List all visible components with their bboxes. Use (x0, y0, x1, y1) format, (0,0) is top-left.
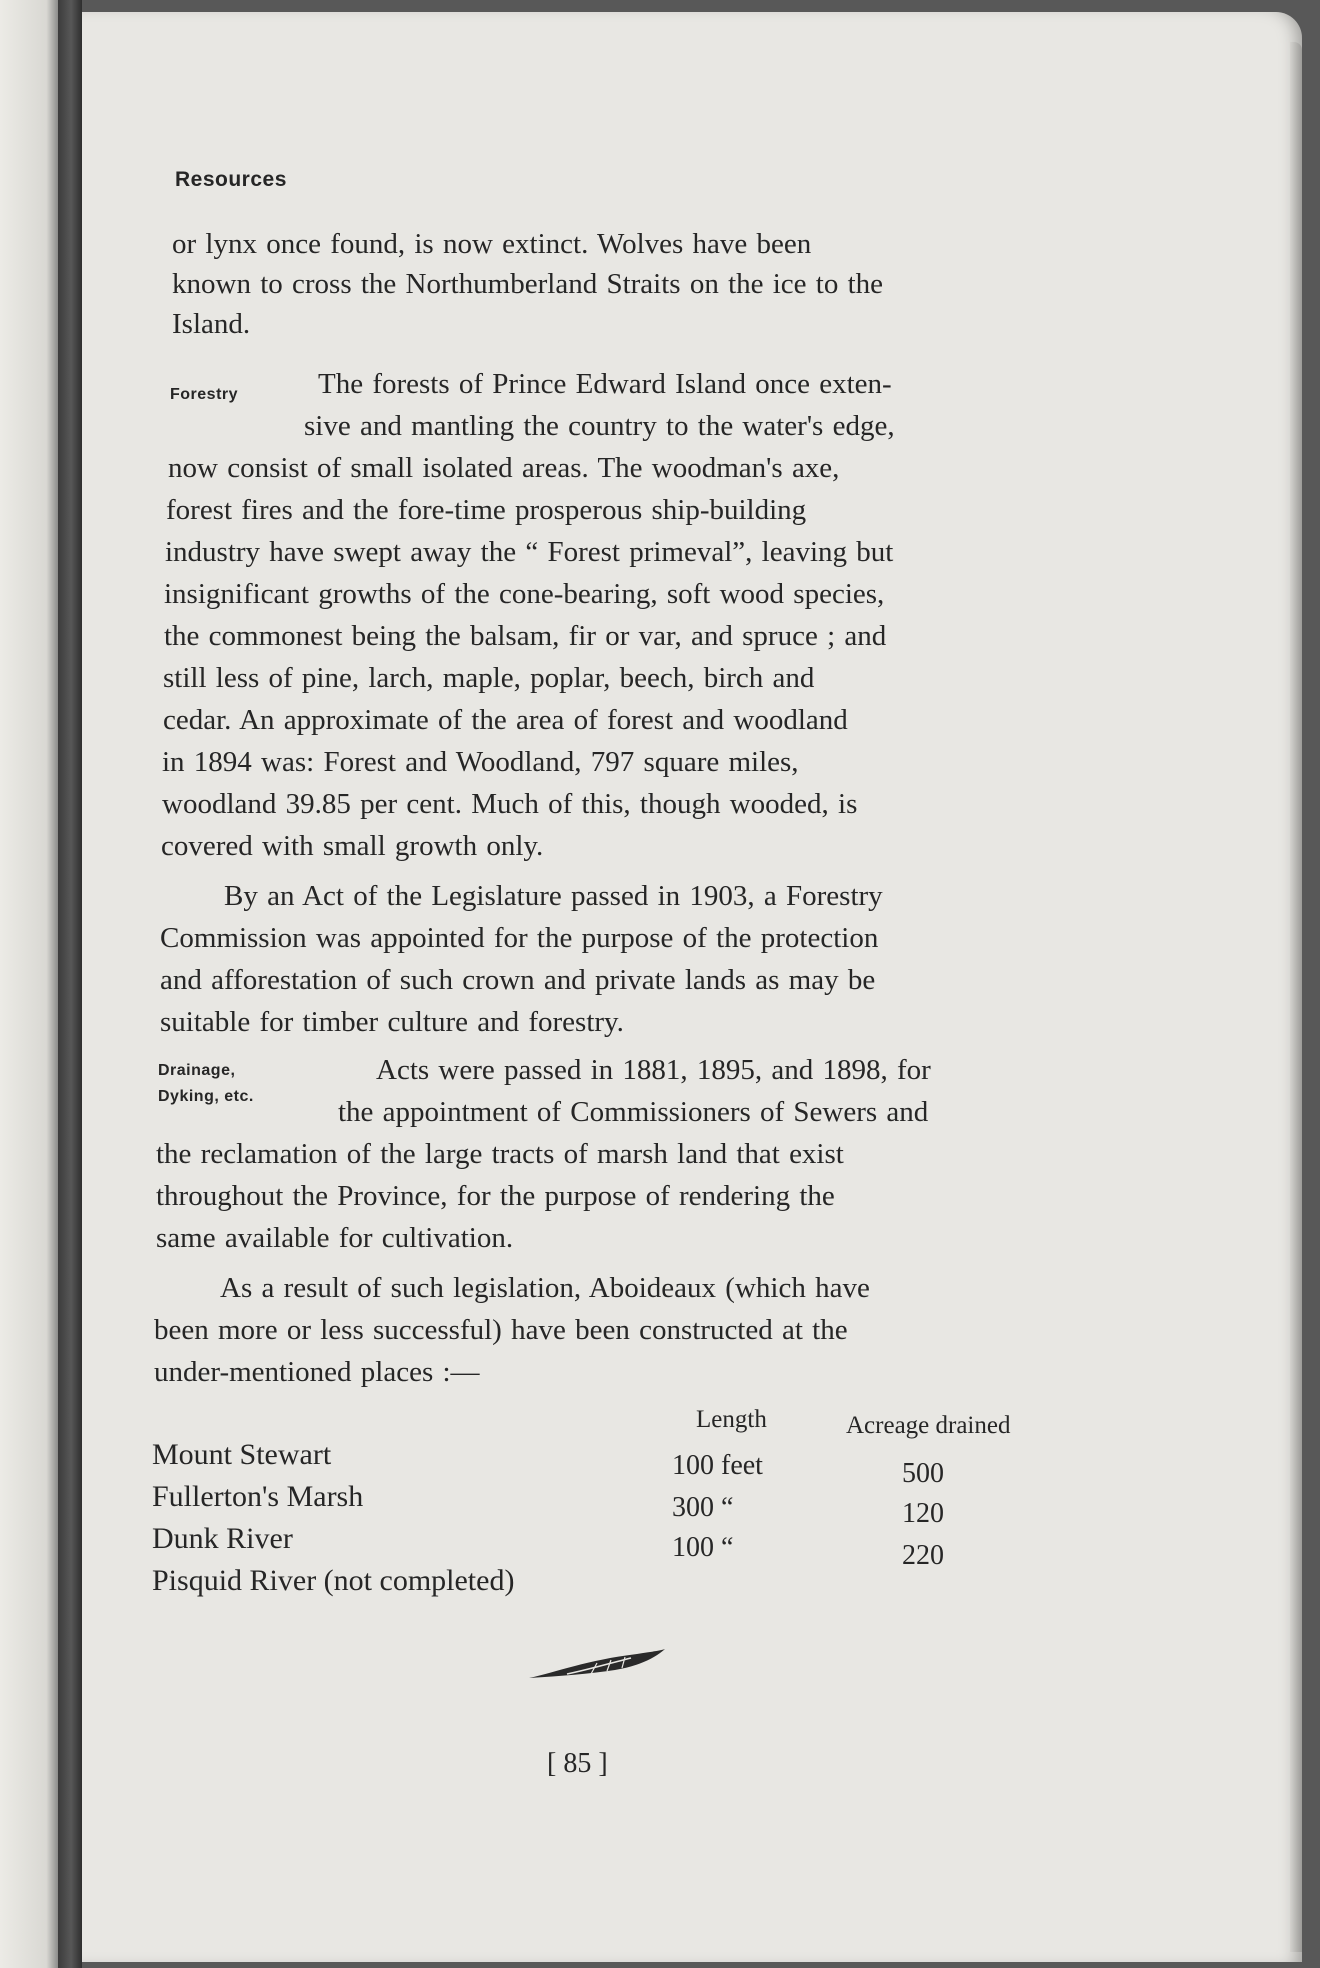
table-length: 300 “ (672, 1492, 734, 1523)
page-edge-stack (1290, 42, 1302, 1952)
table-length: 100 “ (672, 1532, 734, 1563)
table-place: Mount Stewart (152, 1438, 332, 1471)
body-line: and afforestation of such crown and private lands as may be (160, 964, 876, 996)
table-place: Dunk River (152, 1522, 293, 1555)
body-line: known to cross the Northumberland Straits on the ice to the (172, 268, 884, 300)
body-line: Island. (172, 308, 251, 340)
body-line: suitable for timber culture and forestry. (160, 1006, 624, 1038)
side-note-forestry: Forestry (170, 386, 239, 403)
body-line: woodland 39.85 per cent. Much of this, though wooded, is (162, 788, 858, 820)
book-gutter (58, 0, 82, 1968)
body-line: forest fires and the fore-time prosperous ship-building (166, 494, 807, 526)
book-page (82, 12, 1302, 1962)
body-line: still less of pine, larch, maple, poplar, beech, birch and (163, 662, 815, 694)
body-line: under-mentioned places :— (154, 1356, 480, 1388)
body-line: now consist of small isolated areas. The woodman's axe, (168, 452, 840, 484)
body-line: As a result of such legislation, Aboideaux (which have (220, 1272, 870, 1304)
body-line: industry have swept away the “ Forest primeval”, leaving but (165, 536, 894, 568)
table-acreage: 220 (902, 1540, 944, 1571)
body-line: throughout the Province, for the purpose of rendering the (156, 1180, 835, 1212)
body-line: the commonest being the balsam, fir or var, and spruce ; and (164, 620, 887, 652)
previous-page-edge (0, 0, 58, 1968)
body-line: covered with small growth only. (161, 830, 544, 862)
body-line: Commission was appointed for the purpose of the protection (160, 922, 879, 954)
body-line: same available for cultivation. (156, 1222, 514, 1254)
body-line: The forests of Prince Edward Island once exten- (318, 368, 892, 400)
body-line: or lynx once found, is now extinct. Wolves have been (172, 228, 812, 260)
side-note-dyking: Dyking, etc. (158, 1088, 254, 1105)
table-place: Fullerton's Marsh (152, 1480, 364, 1513)
table-place: Pisquid River (not completed) (152, 1564, 515, 1597)
table-length: 100 feet (672, 1450, 763, 1481)
table-header-acreage: Acreage drained (846, 1412, 1011, 1439)
side-note-drainage: Drainage, (158, 1062, 236, 1079)
running-head: Resources (175, 168, 287, 191)
body-line: By an Act of the Legislature passed in 1903, a Forestry (224, 880, 883, 912)
body-line: cedar. An approximate of the area of forest and woodland (163, 704, 848, 736)
table-acreage: 120 (902, 1498, 944, 1529)
body-line: the reclamation of the large tracts of marsh land that exist (156, 1138, 844, 1170)
table-header-length: Length (696, 1406, 767, 1433)
table-acreage: 500 (902, 1458, 944, 1489)
feather-quill-ornament-icon (527, 1646, 667, 1686)
body-line: Acts were passed in 1881, 1895, and 1898, for (376, 1054, 931, 1086)
page-number: [ 85 ] (547, 1748, 608, 1779)
body-line: been more or less successful) have been constructed at the (154, 1314, 848, 1346)
body-line: sive and mantling the country to the water's edge, (304, 410, 895, 442)
body-line: in 1894 was: Forest and Woodland, 797 square miles, (162, 746, 799, 778)
body-line: the appointment of Commissioners of Sewers and (338, 1096, 929, 1128)
body-line: insignificant growths of the cone-bearing, soft wood species, (164, 578, 885, 610)
